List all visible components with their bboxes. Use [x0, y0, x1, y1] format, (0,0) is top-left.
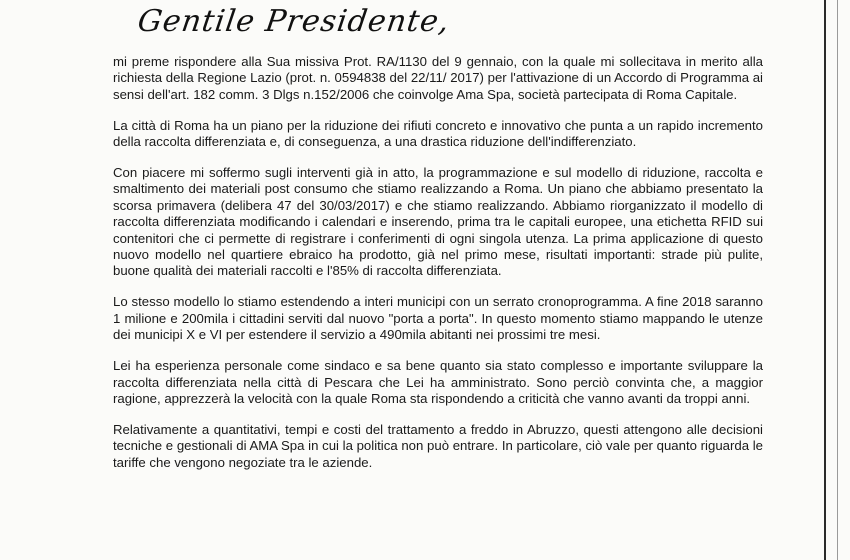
handwritten-salutation: Gentile Presidente,	[135, 4, 452, 39]
paragraph-quantities: Relativamente a quantitativi, tempi e costi del trattamento a freddo in Abruzzo, questi attengono alle decisioni tecniche e gestionali di AMA Spa in cui la politica non può entrare. In particolare, ciò vale per quanto riguarda le tariffe che vengono negoziate tra le aziende.	[113, 421, 763, 470]
page-edge-line	[824, 0, 826, 560]
paragraph-experience: Lei ha esperienza personale come sindaco e sa bene quanto sia stato complesso e importante sviluppare la raccolta differenziata nella città di Pescara che Lei ha amministrato. Sono perciò convinta che, a maggior ragione, apprezzerà la velocità con la quale Roma sta rispondendo a criticità che vanno avanti da troppi anni.	[113, 358, 763, 406]
page-edge-line-secondary	[837, 0, 838, 560]
paragraph-waste-plan: La città di Roma ha un piano per la riduzione dei rifiuti concreto e innovativo che punta a un rapido incremento della raccolta differenziata e, di conseguenza, a una drastica riduzione dell'indifferenziato.	[113, 117, 763, 150]
paragraph-interventions: Con piacere mi soffermo sugli interventi già in atto, la programmazione e sul modello di riduzione, raccolta e smaltimento dei materiali post consumo che stiamo realizzando a Roma. Un piano che abbiamo presentato la scorsa primavera (delibera 47 del 30/03/2017) e che stiamo realizzando. Abbiamo riorganizzato il modello di raccolta differenziata modificando i calendari e inserendo, prima tra le capitali europee, una etichetta RFID sui contenitori che ci permette di registrare i conferimenti di ogni singola utenza. La prima applicazione di questo nuovo modello nel quartiere ebraico ha prodotto, già nel primo mese, risultati importanti: strade più pulite, buone qualità dei materiali raccolti e l'85% di raccolta differenziata.	[113, 165, 763, 279]
letter-body	[113, 54, 763, 471]
paragraph-reply-reference: mi preme rispondere alla Sua missiva Prot. RA/1130 del 9 gennaio, con la quale mi sollecitava in merito alla richiesta della Regione Lazio (prot. n. 0594838 del 22/11/ 2017) per l'attivazione di un Accordo di Programma ai sensi dell'art. 182 comm. 3 Dlgs n.152/2006 che coinvolge Ama Spa, società partecipata di Roma Capitale.	[113, 54, 763, 102]
paragraph-extension: Lo stesso modello lo stiamo estendendo a interi municipi con un serrato cronoprogramma. A fine 2018 saranno 1 milione e 200mila i cittadini serviti dal nuovo "porta a porta". In questo momento stiamo mappando le utenze dei municipi X e VI per estendere il servizio a 490mila abitanti nei prossimi tre mesi.	[113, 294, 763, 343]
